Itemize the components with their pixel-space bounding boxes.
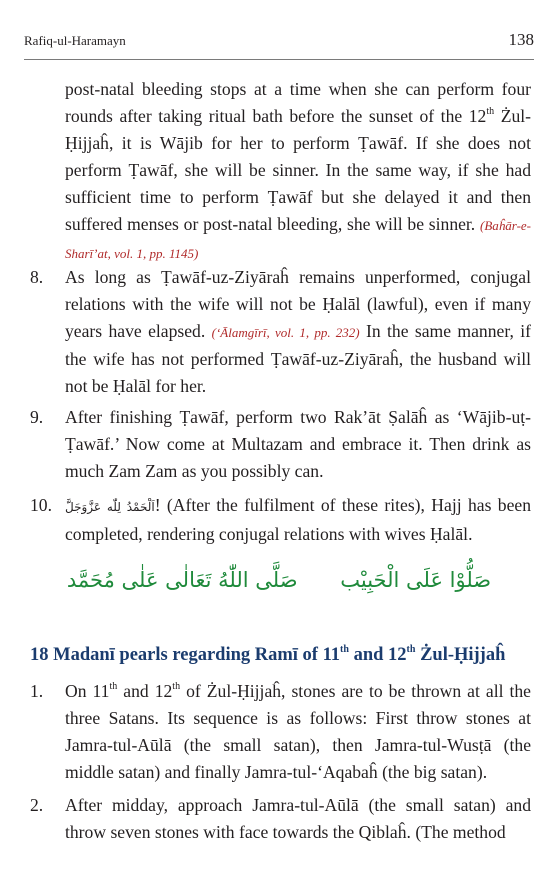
pearl-item-1 [30, 678, 531, 786]
header-rule [24, 59, 534, 60]
heading-text-c: Żul-Ḥijjaĥ [415, 645, 506, 665]
continuation-text-b: Żul-Ḥijjaĥ, it is Wājib for her to perform Ṭawāf. If she does not perform Ṭawāf, she will be sinner. In the same way, if she had sufficient time to perform Ṭawāf but she delayed it and then suffered menses or post-natal bleeding, she will be sinner. [65, 106, 531, 234]
durood-line [0, 568, 558, 592]
book-title: Rafiq-ul-Haramayn [24, 33, 126, 48]
list-item-9 [30, 404, 531, 485]
ordinal-suffix: th [340, 643, 349, 655]
item-body: After midday, approach Jamra-tul-Aūlā (the small satan) and throw seven stones with face towards the Qiblaĥ. (The method [65, 795, 531, 842]
list-item-10 [30, 492, 531, 548]
durood-part-1: صَلُّوْا عَلَى الْحَبِيْب [340, 568, 492, 592]
item-number: 10. [30, 495, 52, 515]
citation: (Baĥār-e-Sharī’at, vol. 1, pp. 1145) [65, 218, 531, 261]
item-number: 1. [30, 681, 44, 701]
section-heading [30, 642, 540, 668]
item-text-b: In the same manner, if the wife has not performed Ṭawāf-uz-Ziyāraĥ, the husband will not be Ḥalāl for her. [65, 321, 531, 396]
item-body [65, 678, 531, 786]
continuation-text-a: post-natal bleeding stops at a time when she can perform four rounds after taking ritual bath before the sunset of the 12 [65, 79, 531, 126]
citation: (‘Ālamgīrī, vol. 1, pp. 232) [211, 325, 360, 340]
ordinal-suffix: th [486, 106, 495, 118]
heading-text-a: 18 Madanī pearls regarding Ramī of 11 [30, 645, 341, 665]
item-body: After finishing Ṭawāf, perform two Rak’āt Ṣalāĥ as ‘Wājib-uṭ-Ṭawāf.’ Now come at Multazam and embrace it. Then drink as much Zam Zam as you possibly can. [65, 407, 531, 481]
alhamdulillah-arabic: اَلْحَمْدُ لِلّٰه عَزَّوَجَلَّ [65, 500, 155, 514]
item-body [65, 264, 531, 400]
item-number: 9. [30, 407, 44, 427]
item-text-a: As long as Ṭawāf-uz-Ziyāraĥ remains unperformed, conjugal relations with the wife will not be Ḥalāl (lawful), even if many years have elapsed. [65, 267, 531, 341]
ordinal-suffix: th [172, 681, 181, 693]
item-text-c: of Żul-Ḥijjaĥ, stones are to be thrown at all the three Satans. Its sequence is as follows: First throw stones at Jamra-tul-Aūlā (the small satan), then Jamra-tul-Wusṭā (the middle satan) and finally Jamra-tul-‘Aqabaĥ (the big satan). [65, 681, 531, 782]
item-text-a: On 11 [65, 681, 110, 701]
item-text: ! (After the fulfilment of these rites), Hajj has been completed, rendering conjugal relations with wives Ḥalāl. [65, 495, 531, 544]
page-number: 138 [508, 30, 534, 49]
continuation-paragraph [65, 76, 531, 267]
item-text-b: and 12 [117, 681, 173, 701]
list-item-8 [30, 264, 531, 400]
durood-part-2: صَلَّى اللّٰهُ تَعَالٰى عَلٰى مُحَمَّد [66, 568, 298, 592]
item-body [65, 492, 531, 548]
item-number: 2. [30, 795, 44, 815]
ordinal-suffix: th [109, 681, 118, 693]
heading-text-b: and 12 [348, 645, 407, 665]
item-number: 8. [30, 267, 44, 287]
page-header [24, 30, 534, 54]
ordinal-suffix: th [406, 643, 416, 655]
pearl-item-2 [30, 792, 531, 846]
